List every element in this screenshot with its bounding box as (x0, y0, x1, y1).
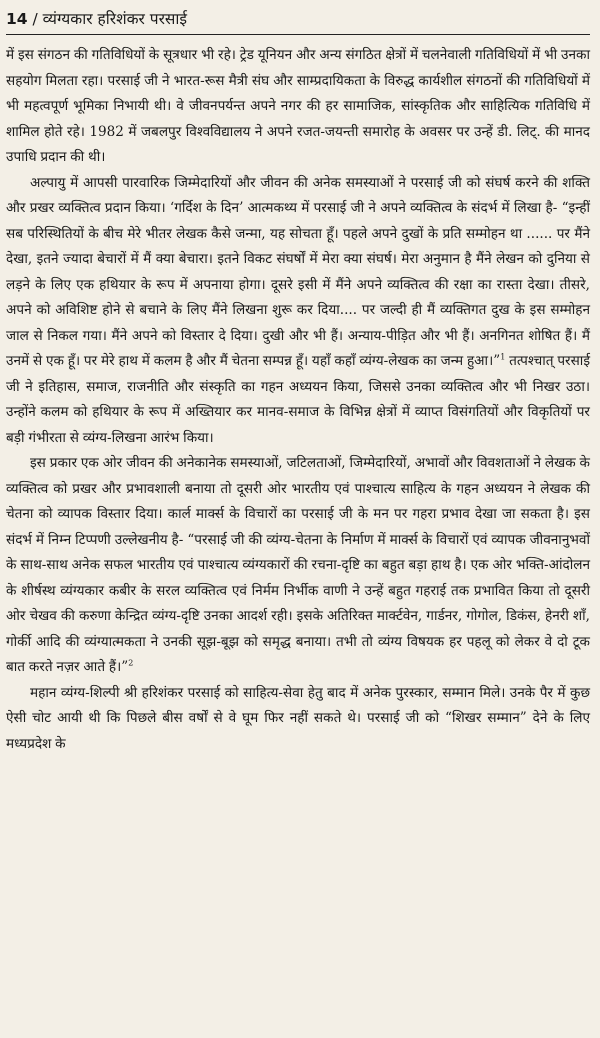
paragraph-2 (6, 171, 590, 452)
paragraph-3-text: इस प्रकार एक ओर जीवन की अनेकानेक समस्याओं, जटिलताओं, जिम्मेदारियों, अभावों और विवशताओं ने लेखक के व्यक्तित्व को प्रखर और प्रभावशाली बनाया तो दूसरी ओर भारतीय एवं पाश्चात्य साहित्य के गहन अध्ययन ने लेखक की चेतना को व्यापक विस्तार दिया। कार्ल मार्क्स के विचारों का परसाई जी के मन पर गहरा प्रभाव देखा जा सकता है। इस संदर्भ में निम्न टिप्पणी उल्लेखनीय है- “परसाई जी की व्यंग्य-चेतना के निर्माण में मार्क्स के विचारों एवं व्यापक जीवनानुभवों के साथ-साथ अनेक सफल भारतीय एवं पाश्चात्य व्यंग्यकारों की रचना-दृष्टि का बहुत बड़ा हाथ है। एक ओर भक्ति-आंदोलन के शीर्षस्थ व्यंग्यकार कबीर के सरल व्यक्तित्व एवं निर्मम निर्भीक वाणी ने उन्हें बहुत गहराई तक प्रभावित किया तो दूसरी ओर चेखव की करुणा केन्द्रित व्यंग्य-दृष्टि उनका आदर्श रही। इसके अतिरिक्त मार्क्टवेन, गार्डनर, गोगोल, डिकंस, हेनरी शाँ, गोर्की आदि की व्यंग्यात्मकता ने उनकी सूझ-बूझ को समृद्ध बनाया। तभी तो व्यंग्य विषयक हर पहलू को लेकर वे दो टूक बात करते नज़र आते हैं।” (6, 455, 590, 675)
header-separator: / (27, 10, 43, 28)
paragraph-4-text: महान व्यंग्य-शिल्पी श्री हरिशंकर परसाई को साहित्य-सेवा हेतु बाद में अनेक पुरस्कार, सम्मान मिले। उनके पैर में कुछ ऐसी चोट आयी थी कि पिछले बीस वर्षों से वे घूम फिर नहीं सकते थे। परसाई जी को “शिखर सम्मान” देने के लिए मध्यप्रदेश के (6, 684, 590, 752)
footnote-marker-1: 1 (500, 352, 506, 362)
paragraph-3 (6, 451, 590, 681)
page-number: 14 (6, 10, 28, 28)
running-header (6, 8, 590, 35)
paragraph-2-text: अल्पायु में आपसी पारवारिक जिम्मेदारियों और जीवन की अनेक समस्याओं ने परसाई जी को संघर्ष करने की शक्ति और प्रखर व्यक्तित्व प्रदान किया। ‘गर्दिश के दिन’ आत्मकथ्य में परसाई जी ने अपने व्यक्तित्व के संदर्भ में लिखा है- “इन्हीं सब परिस्थितियों के बीच मेरे भीतर लेखक कैसे जन्मा, यह सोचता हूँ। पहले अपने दुखों के प्रति सम्मोहन था ...... पर मैंने देखा, इतने ज्यादा बेचारों में मैं क्या बेचारा। इतने विकट संघर्षों में मेरा क्या संघर्ष। मेरा अनुमान है मैंने लेखन को दुनिया से लड़ने के लिए एक हथियार के रूप में अपनाया होगा। दूसरे इसी में मैंने अपने व्यक्तित्व की रक्षा का रास्ता देखा। तीसरे, अपने को अविशिष्ट होने से बचाने के लिए मैंने लिखना शुरू कर दिया.... पर जल्दी ही मैं व्यक्तिगत दुख के इस सम्मोहन जाल से निकल गया। मैंने अपने को विस्तार दे दिया। दुखी और भी हैं। अन्याय-पीड़ित और भी हैं। अनगिनत शोषित हैं। मैं उनमें से एक हूँ। पर मेरे हाथ में कलम है और मैं चेतना सम्पन्न हूँ। यहाँ कहाँ व्यंग्य-लेखक का जन्म हुआ।” (6, 174, 590, 369)
paragraph-4 (6, 681, 590, 758)
paragraph-1 (6, 43, 590, 171)
paragraph-1-text: में इस संगठन की गतिविधियों के सूत्रधार भी रहे। ट्रेड यूनियन और अन्य संगठित क्षेत्रों में चलनेवाली गतिविधियों में भी उनका सहयोग मिलता रहा। परसाई जी ने भारत-रूस मैत्री संघ और साम्प्रदायिकता के विरुद्ध कार्यशील संगठनों की गतिविधियों में भी महत्वपूर्ण भूमिका निभायी थी। वे जीवनपर्यन्त अपने नगर की हर सामाजिक, सांस्कृतिक और साहित्यिक गतिविधि में शामिल होते रहे। 1982 में जबलपुर विश्वविद्यालय ने अपने रजत-जयन्ती समारोह के अवसर पर उन्हें डी. लिट्. की मानद उपाधि प्रदान की थी। (6, 47, 590, 165)
paragraph-2-text-continued: तत्पश्चात् परसाई जी ने इतिहास, समाज, राजनीति और संस्कृति का गहन अध्ययन किया, जिससे उनका व्यक्तित्व और भी निखर उठा। उन्होंने कलम को हथियार के रूप में अख्तियार कर मानव-समाज के विभिन्न क्षेत्रों में व्याप्त विसंगतियों और विकृतियों पर बड़ी गंभीरता से व्यंग्य-लिखना आरंभ किया। (6, 353, 591, 446)
body-text (6, 43, 590, 757)
book-title: व्यंग्यकार हरिशंकर परसाई (42, 10, 188, 28)
footnote-marker-2: 2 (128, 658, 134, 668)
